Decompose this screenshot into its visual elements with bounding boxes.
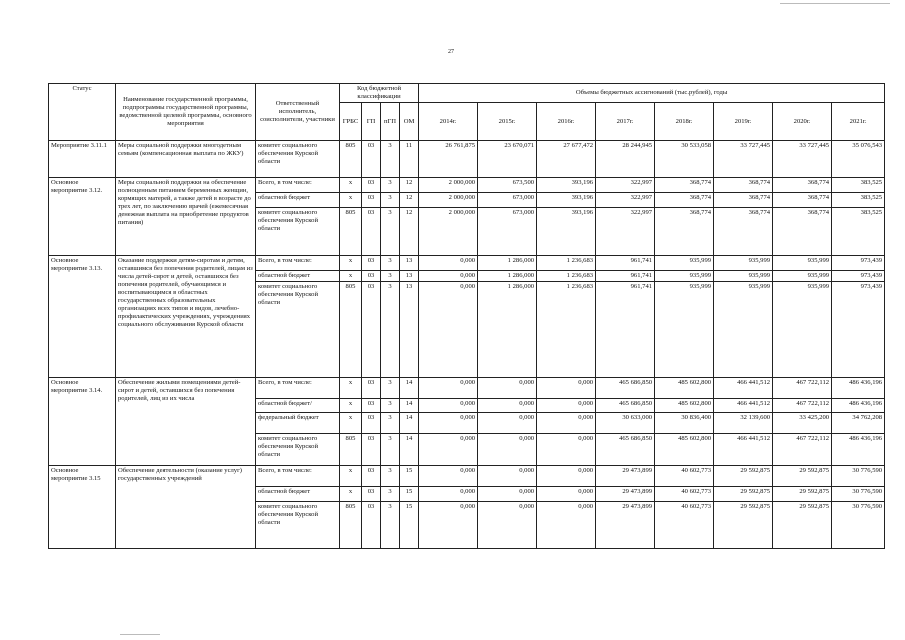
header-status: Статус (49, 84, 116, 141)
activity-name: Оказание поддержки детям-сиротам и детям, оставшимся без попечения родителей, лицам из числа детей-сирот и детей, оставшихся без попечения родителей, обучающимся и воспитывающимся в областных государственных образовательных организациях всех типов и видов, лечебно-профилактических учреждениях, учреждениях социального обслуживания Курской области (116, 256, 256, 378)
value-cell: 29 473,899 (596, 466, 655, 487)
code-gp-cell: 03 (362, 466, 381, 487)
activity-status: Основное мероприятие 3.14. (49, 378, 116, 466)
code-grbs-cell: х (340, 378, 362, 399)
value-cell: 973,439 (832, 271, 885, 282)
value-cell: 0,000 (478, 466, 537, 487)
executor-cell: федеральный бюджет (256, 413, 340, 434)
code-pgp-cell: 3 (381, 466, 400, 487)
code-pgp-cell: 3 (381, 502, 400, 549)
code-gp-cell: 03 (362, 434, 381, 466)
executor-cell: комитет социального обеспечения Курской области (256, 282, 340, 378)
value-cell: 26 761,875 (419, 141, 478, 178)
value-cell: 0,000 (419, 502, 478, 549)
value-cell: 1 286,000 (478, 282, 537, 378)
code-gp-cell: 03 (362, 487, 381, 502)
budget-table (48, 83, 885, 549)
value-cell: 935,999 (714, 256, 773, 271)
executor-cell: областной бюджет (256, 271, 340, 282)
value-cell: 322,997 (596, 193, 655, 208)
value-cell: 2 000,000 (419, 178, 478, 193)
activity-name: Обеспечение деятельности (оказание услуг) государственных учреждений (116, 466, 256, 549)
code-grbs-cell: х (340, 193, 362, 208)
value-cell: 40 602,773 (655, 502, 714, 549)
value-cell: 0,000 (478, 502, 537, 549)
activity-status: Основное мероприятие 3.12. (49, 178, 116, 256)
header-year: 2016г. (537, 103, 596, 141)
value-cell: 30 533,058 (655, 141, 714, 178)
value-cell: 368,774 (714, 208, 773, 256)
header-year: 2017г. (596, 103, 655, 141)
value-cell: 29 592,875 (714, 487, 773, 502)
code-gp-cell: 03 (362, 141, 381, 178)
value-cell: 935,999 (773, 256, 832, 271)
executor-cell: областной бюджет (256, 487, 340, 502)
table-row (49, 378, 885, 399)
code-om-cell: 13 (400, 256, 419, 271)
activity-name: Меры социальной поддержки на обеспечение полноценным питанием беременных женщин, кормящих матерей, а также детей в возрасте до трех лет, по заключению врачей (ежемесячная денежная выплата на приобретение продуктов питания) (116, 178, 256, 256)
code-om-cell: 14 (400, 399, 419, 413)
code-pgp-cell: 3 (381, 193, 400, 208)
value-cell: 466 441,512 (714, 399, 773, 413)
code-gp-cell: 03 (362, 413, 381, 434)
header-code-col: ОМ (400, 103, 419, 141)
value-cell: 368,774 (714, 178, 773, 193)
code-gp-cell: 03 (362, 208, 381, 256)
header-code-group: Код бюджетной классификации (340, 84, 419, 103)
value-cell: 1 236,683 (537, 256, 596, 271)
value-cell: 393,196 (537, 193, 596, 208)
value-cell: 30 776,590 (832, 502, 885, 549)
value-cell: 368,774 (714, 193, 773, 208)
table-row (49, 466, 885, 487)
value-cell: 0,000 (537, 487, 596, 502)
value-cell: 383,525 (832, 193, 885, 208)
header-year: 2020г. (773, 103, 832, 141)
value-cell: 30 776,590 (832, 487, 885, 502)
value-cell: 33 425,200 (773, 413, 832, 434)
value-cell: 673,000 (478, 193, 537, 208)
code-pgp-cell: 3 (381, 413, 400, 434)
value-cell: 0,000 (537, 434, 596, 466)
code-pgp-cell: 3 (381, 378, 400, 399)
code-pgp-cell: 3 (381, 271, 400, 282)
value-cell: 29 592,875 (714, 502, 773, 549)
value-cell: 28 244,945 (596, 141, 655, 178)
value-cell: 0,000 (419, 378, 478, 399)
header-executor: Ответственный исполнитель, соисполнители, участники (256, 84, 340, 141)
code-pgp-cell: 3 (381, 434, 400, 466)
code-grbs-cell: 805 (340, 208, 362, 256)
value-cell: 467 722,112 (773, 434, 832, 466)
value-cell: 383,525 (832, 178, 885, 193)
value-cell: 30 633,000 (596, 413, 655, 434)
value-cell: 0,000 (537, 502, 596, 549)
value-cell: 485 602,800 (655, 378, 714, 399)
code-om-cell: 14 (400, 378, 419, 399)
value-cell: 935,999 (714, 271, 773, 282)
code-grbs-cell: х (340, 399, 362, 413)
value-cell: 27 677,472 (537, 141, 596, 178)
executor-cell: областной бюджет (256, 193, 340, 208)
value-cell: 0,000 (419, 282, 478, 378)
value-cell: 322,997 (596, 208, 655, 256)
code-om-cell: 13 (400, 271, 419, 282)
value-cell: 40 602,773 (655, 466, 714, 487)
executor-cell: Всего, в том числе: (256, 256, 340, 271)
value-cell: 486 436,196 (832, 378, 885, 399)
value-cell: 486 436,196 (832, 399, 885, 413)
header-year: 2018г. (655, 103, 714, 141)
table-row (49, 256, 885, 271)
activity-name: Обеспечение жилыми помещениями детей-сирот и детей, оставшихся без попечения родителей, лиц из их числа (116, 378, 256, 466)
value-cell: 383,525 (832, 208, 885, 256)
value-cell: 0,000 (478, 413, 537, 434)
value-cell: 467 722,112 (773, 399, 832, 413)
code-grbs-cell: 805 (340, 141, 362, 178)
activity-status: Основное мероприятие 3.13. (49, 256, 116, 378)
value-cell: 29 473,899 (596, 487, 655, 502)
value-cell: 40 602,773 (655, 487, 714, 502)
code-gp-cell: 03 (362, 378, 381, 399)
scan-mark (780, 3, 890, 4)
header-code-col: ГРБС (340, 103, 362, 141)
value-cell: 35 076,543 (832, 141, 885, 178)
value-cell: 0,000 (478, 434, 537, 466)
value-cell: 30 776,590 (832, 466, 885, 487)
code-gp-cell: 03 (362, 178, 381, 193)
executor-cell: комитет социального обеспечения Курской области (256, 208, 340, 256)
value-cell: 1 286,000 (478, 271, 537, 282)
header-year: 2021г. (832, 103, 885, 141)
value-cell: 673,000 (478, 208, 537, 256)
value-cell: 33 727,445 (714, 141, 773, 178)
header-year: 2015г. (478, 103, 537, 141)
value-cell: 322,997 (596, 178, 655, 193)
activity-status: Мероприятие 3.11.1 (49, 141, 116, 178)
value-cell: 466 441,512 (714, 434, 773, 466)
code-om-cell: 12 (400, 178, 419, 193)
value-cell: 485 602,800 (655, 399, 714, 413)
code-om-cell: 15 (400, 466, 419, 487)
value-cell: 29 473,899 (596, 502, 655, 549)
header-volumes-group: Объемы бюджетных ассигнований (тыс.рублей), годы (419, 84, 885, 103)
value-cell: 29 592,875 (714, 466, 773, 487)
header-year: 2014г. (419, 103, 478, 141)
executor-cell: Всего, в том числе: (256, 466, 340, 487)
value-cell: 0,000 (419, 413, 478, 434)
value-cell: 1 236,683 (537, 282, 596, 378)
code-gp-cell: 03 (362, 282, 381, 378)
code-om-cell: 11 (400, 141, 419, 178)
executor-cell: Всего, в том числе: (256, 178, 340, 193)
value-cell: 465 686,850 (596, 378, 655, 399)
value-cell: 467 722,112 (773, 378, 832, 399)
code-gp-cell: 03 (362, 399, 381, 413)
value-cell: 935,999 (773, 271, 832, 282)
table-row (49, 178, 885, 193)
value-cell: 0,000 (537, 466, 596, 487)
code-pgp-cell: 3 (381, 256, 400, 271)
value-cell: 0,000 (478, 487, 537, 502)
value-cell: 23 670,071 (478, 141, 537, 178)
value-cell: 2 000,000 (419, 193, 478, 208)
value-cell: 673,500 (478, 178, 537, 193)
value-cell: 0,000 (419, 466, 478, 487)
value-cell: 0,000 (478, 399, 537, 413)
code-pgp-cell: 3 (381, 282, 400, 378)
value-cell: 465 686,850 (596, 434, 655, 466)
executor-cell: комитет социального обеспечения Курской области (256, 141, 340, 178)
header-code-col: ГП (362, 103, 381, 141)
code-pgp-cell: 3 (381, 399, 400, 413)
code-grbs-cell: х (340, 466, 362, 487)
page-number: 27 (448, 49, 454, 55)
code-pgp-cell: 3 (381, 141, 400, 178)
table-row (49, 141, 885, 178)
value-cell: 1 236,683 (537, 271, 596, 282)
code-om-cell: 15 (400, 487, 419, 502)
value-cell: 368,774 (773, 208, 832, 256)
value-cell: 34 762,208 (832, 413, 885, 434)
executor-cell: Всего, в том числе: (256, 378, 340, 399)
value-cell: 466 441,512 (714, 378, 773, 399)
value-cell: 486 436,196 (832, 434, 885, 466)
code-grbs-cell: х (340, 487, 362, 502)
value-cell: 961,741 (596, 256, 655, 271)
executor-cell: областной бюджет/ (256, 399, 340, 413)
value-cell: 485 602,800 (655, 434, 714, 466)
value-cell: 32 139,600 (714, 413, 773, 434)
value-cell: 33 727,445 (773, 141, 832, 178)
value-cell: 393,196 (537, 178, 596, 193)
code-om-cell: 15 (400, 502, 419, 549)
value-cell: 368,774 (655, 208, 714, 256)
code-pgp-cell: 3 (381, 487, 400, 502)
value-cell: 0,000 (537, 413, 596, 434)
executor-cell: комитет социального обеспечения Курской области (256, 434, 340, 466)
value-cell: 0,000 (478, 378, 537, 399)
header-year: 2019г. (714, 103, 773, 141)
value-cell: 368,774 (773, 178, 832, 193)
value-cell: 1 286,000 (478, 256, 537, 271)
value-cell: 29 592,875 (773, 487, 832, 502)
executor-cell: комитет социального обеспечения Курской области (256, 502, 340, 549)
code-pgp-cell: 3 (381, 208, 400, 256)
value-cell: 0,000 (537, 399, 596, 413)
value-cell: 0,000 (419, 256, 478, 271)
scan-mark (120, 634, 160, 635)
value-cell: 973,439 (832, 282, 885, 378)
code-grbs-cell: 805 (340, 434, 362, 466)
value-cell: 368,774 (655, 178, 714, 193)
value-cell: 30 836,400 (655, 413, 714, 434)
value-cell: 961,741 (596, 282, 655, 378)
code-pgp-cell: 3 (381, 178, 400, 193)
value-cell: 935,999 (655, 271, 714, 282)
value-cell: 29 592,875 (773, 502, 832, 549)
value-cell: 465 686,850 (596, 399, 655, 413)
value-cell: 935,999 (655, 256, 714, 271)
value-cell: 0,000 (419, 271, 478, 282)
value-cell: 2 000,000 (419, 208, 478, 256)
value-cell: 393,196 (537, 208, 596, 256)
code-grbs-cell: х (340, 178, 362, 193)
code-grbs-cell: х (340, 256, 362, 271)
value-cell: 0,000 (419, 487, 478, 502)
code-gp-cell: 03 (362, 256, 381, 271)
value-cell: 368,774 (655, 193, 714, 208)
code-om-cell: 13 (400, 282, 419, 378)
value-cell: 0,000 (419, 434, 478, 466)
value-cell: 29 592,875 (773, 466, 832, 487)
code-om-cell: 14 (400, 413, 419, 434)
code-grbs-cell: 805 (340, 502, 362, 549)
value-cell: 368,774 (773, 193, 832, 208)
value-cell: 935,999 (714, 282, 773, 378)
value-cell: 0,000 (419, 399, 478, 413)
code-grbs-cell: х (340, 413, 362, 434)
code-gp-cell: 03 (362, 271, 381, 282)
value-cell: 973,439 (832, 256, 885, 271)
code-gp-cell: 03 (362, 193, 381, 208)
value-cell: 935,999 (773, 282, 832, 378)
table-header (49, 84, 885, 141)
header-code-col: пГП (381, 103, 400, 141)
code-om-cell: 12 (400, 193, 419, 208)
value-cell: 961,741 (596, 271, 655, 282)
code-om-cell: 14 (400, 434, 419, 466)
value-cell: 0,000 (537, 378, 596, 399)
activity-name: Меры социальной поддержки многодетным семьям (компенсационная выплата по ЖКУ) (116, 141, 256, 178)
activity-status: Основное мероприятие 3.15 (49, 466, 116, 549)
code-grbs-cell: х (340, 271, 362, 282)
code-grbs-cell: 805 (340, 282, 362, 378)
code-om-cell: 12 (400, 208, 419, 256)
value-cell: 935,999 (655, 282, 714, 378)
table-body (49, 141, 885, 549)
header-name: Наименование государственной программы, подпрограммы государственной программы, ведомственной целевой программы, основного мероприятия (116, 84, 256, 141)
code-gp-cell: 03 (362, 502, 381, 549)
